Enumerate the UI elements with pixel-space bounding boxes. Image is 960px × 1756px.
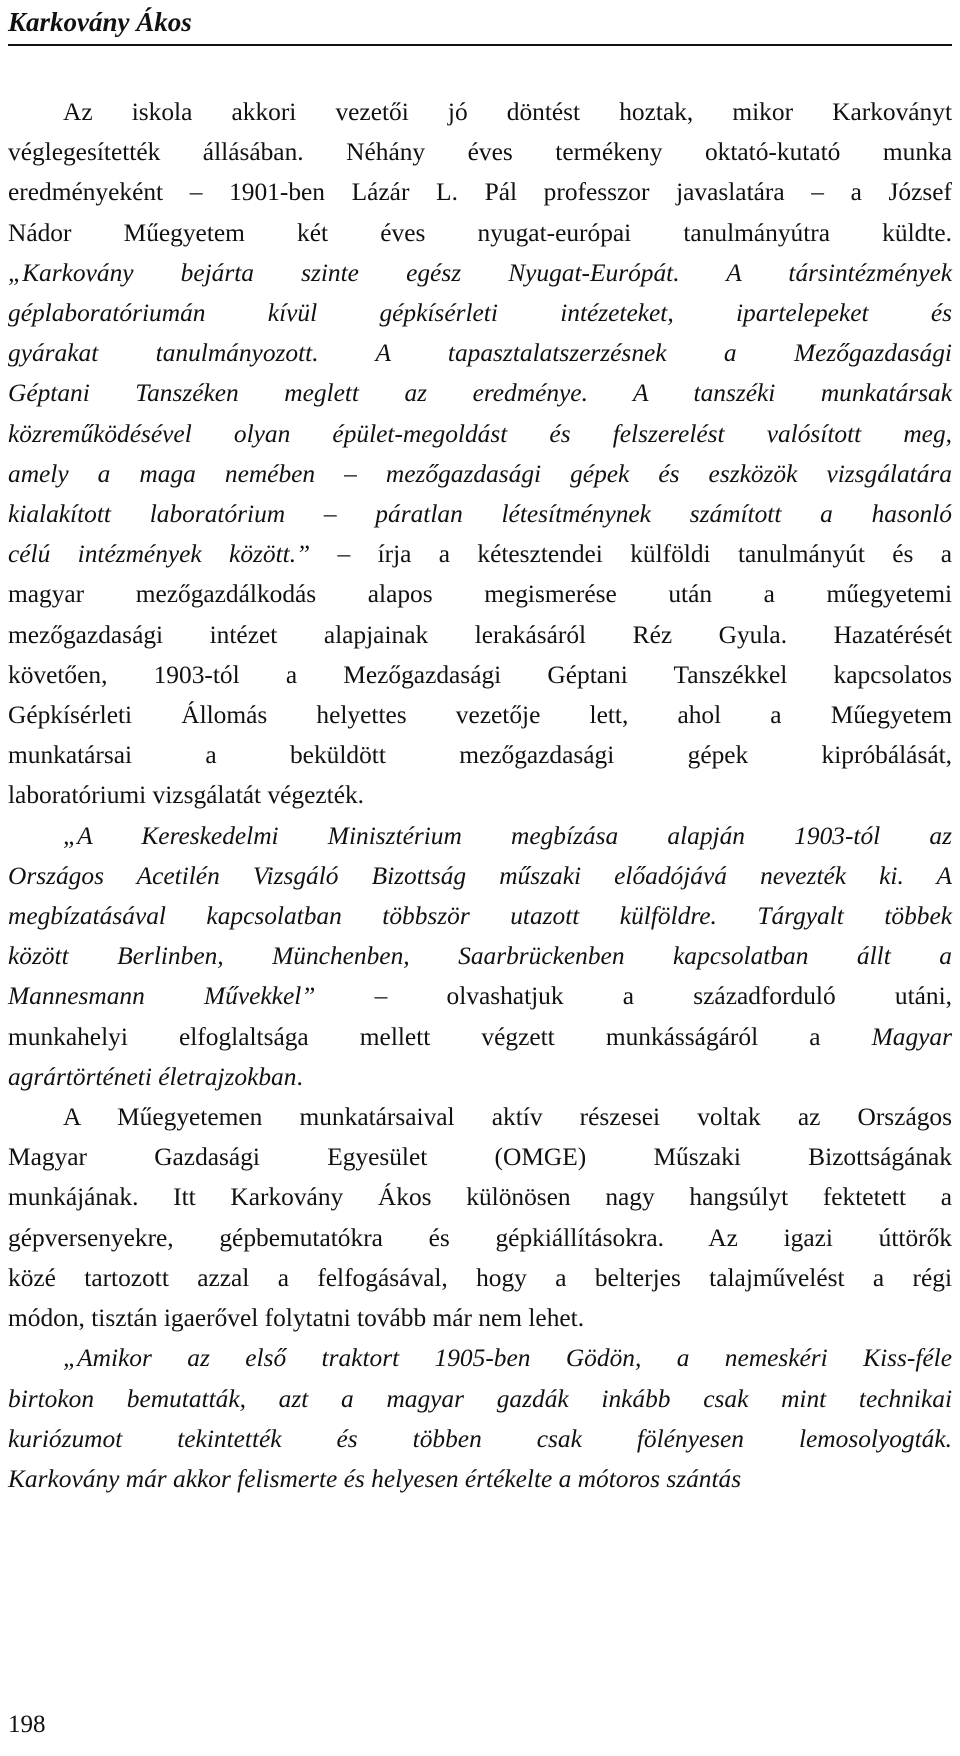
text-line [8, 213, 952, 253]
text-line [8, 1338, 952, 1378]
text-segment: közé tartozott azzal a felfogásával, hogy a belterjes talajművelést a régi [8, 1263, 952, 1292]
text-line [8, 1298, 952, 1338]
text-segment: Gépkísérleti Állomás helyettes vezetője lett, ahol a Műegyetem [8, 701, 952, 730]
text-segment: Nádor Műegyetem két éves nyugat-európai tanulmányútra küldte. [8, 218, 952, 247]
text-line [8, 1097, 952, 1137]
text-segment: „Karkovány bejárta szinte egész Nyugat-Európát. A társintézmények [8, 258, 952, 287]
header-title: Karkovány Ákos [8, 7, 192, 37]
text-line [8, 615, 952, 655]
text-line [8, 735, 952, 775]
text-segment: célú intézmények között.” [8, 540, 338, 569]
text-line [8, 92, 952, 132]
text-line [8, 936, 952, 976]
text-line [8, 253, 952, 293]
text-line [8, 1258, 952, 1298]
text-segment: véglegesítették állásában. Néhány éves termékeny oktató-kutató munka [8, 138, 952, 167]
text-segment: magyar mezőgazdálkodás alapos megismerése után a műegyetemi [8, 580, 952, 609]
text-segment: megbízatásával kapcsolatban többször utazott külföldre. Tárgyalt többek [8, 902, 952, 931]
text-line [8, 373, 952, 413]
text-line [8, 655, 952, 695]
text-line [8, 1419, 952, 1459]
text-line [8, 414, 952, 454]
text-segment: követően, 1903-tól a Mezőgazdasági Géptani Tanszékkel kapcsolatos [8, 660, 952, 689]
text-segment: „Amikor az első traktort 1905-ben Gödön, a nemeskéri Kiss-féle [63, 1344, 952, 1373]
text-segment: „A Kereskedelmi Minisztérium megbízása alapján 1903-tól az [63, 821, 952, 850]
text-line [8, 1177, 952, 1217]
text-segment: munkahelyi elfoglaltsága mellett végzett munkásságáról a [8, 1022, 872, 1051]
text-line [8, 896, 952, 936]
text-segment: Az iskola akkori vezetői jó döntést hoztak, mikor Karkoványt [63, 98, 952, 126]
text-segment: – olvashatjuk a századforduló utáni, [374, 982, 953, 1011]
text-line [8, 976, 952, 1016]
running-header [8, 0, 952, 46]
text-line [8, 1379, 952, 1419]
text-segment: Országos Acetilén Vizsgáló Bizottság műszaki előadójává nevezték ki. A [8, 861, 952, 890]
text-segment: birtokon bemutatták, azt a magyar gazdák inkább csak mint technikai [8, 1384, 952, 1413]
text-line [8, 454, 952, 494]
text-line [8, 172, 952, 212]
page-number: 198 [8, 1711, 46, 1738]
text-line [8, 534, 952, 574]
text-line [8, 494, 952, 534]
text-line [8, 816, 952, 856]
text-segment: géplaboratóriumán kívül gépkísérleti intézeteket, ipartelepeket és [8, 299, 952, 328]
text-line [8, 1017, 952, 1057]
text-segment: . [296, 1062, 303, 1091]
text-segment: kuriózumot tekintették és többen csak fölényesen lemosolyogták. [8, 1424, 952, 1453]
text-segment: közreműködésével olyan épület-megoldást és felszerelést valósított meg, [8, 419, 952, 448]
text-segment: Magyar [871, 1022, 952, 1051]
text-segment: gyárakat tanulmányozott. A tapasztalatszerzésnek a Mezőgazdasági [8, 339, 952, 368]
text-line [8, 132, 952, 172]
text-segment: eredményeként – 1901-ben Lázár L. Pál professzor javaslatára – a József [8, 178, 952, 207]
text-line [8, 1057, 952, 1097]
text-segment: kialakított laboratórium – páratlan létesítménynek számított a hasonló [8, 500, 952, 529]
text-segment: – írja a kétesztendei külföldi tanulmányút és a [337, 540, 953, 569]
text-line [8, 1137, 952, 1177]
text-line [8, 856, 952, 896]
text-segment: Karkovány már akkor felismerte és helyesen értékelte a mótoros szántás [8, 1464, 742, 1493]
text-line [8, 775, 952, 815]
text-segment: Géptani Tanszéken meglett az eredménye. A tanszéki munkatársak [8, 379, 952, 408]
text-line [8, 333, 952, 373]
text-segment: gépversenyekre, gépbemutatókra és gépkiállításokra. Az igazi úttörők [8, 1223, 952, 1252]
text-line [8, 293, 952, 333]
text-segment: munkájának. Itt Karkovány Ákos különösen nagy hangsúlyt fektetett a [8, 1183, 952, 1212]
body-text [8, 92, 952, 1499]
text-segment: A Műegyetemen munkatársaival aktív részesei voltak az Országos [63, 1103, 952, 1132]
text-line [8, 574, 952, 614]
text-line [8, 1459, 952, 1499]
text-segment: amely a maga nemében – mezőgazdasági gépek és eszközök vizsgálatára [8, 459, 952, 488]
text-segment: laboratóriumi vizsgálatát végezték. [8, 781, 365, 810]
text-segment: módon, tisztán igaerővel folytatni tovább már nem lehet. [8, 1304, 585, 1333]
text-segment: Mannesmann Művekkel” [8, 982, 375, 1011]
text-line [8, 1218, 952, 1258]
text-segment: között Berlinben, Münchenben, Saarbrückenben kapcsolatban állt a [8, 942, 952, 971]
text-line [8, 695, 952, 735]
text-segment: munkatársai a beküldött mezőgazdasági gépek kipróbálását, [8, 741, 952, 770]
text-segment: agrártörténeti életrajzokban [8, 1062, 297, 1091]
text-segment: mezőgazdasági intézet alapjainak lerakásáról Réz Gyula. Hazatérését [8, 620, 952, 649]
text-segment: Magyar Gazdasági Egyesület (OMGE) Műszaki Bizottságának [8, 1143, 952, 1172]
